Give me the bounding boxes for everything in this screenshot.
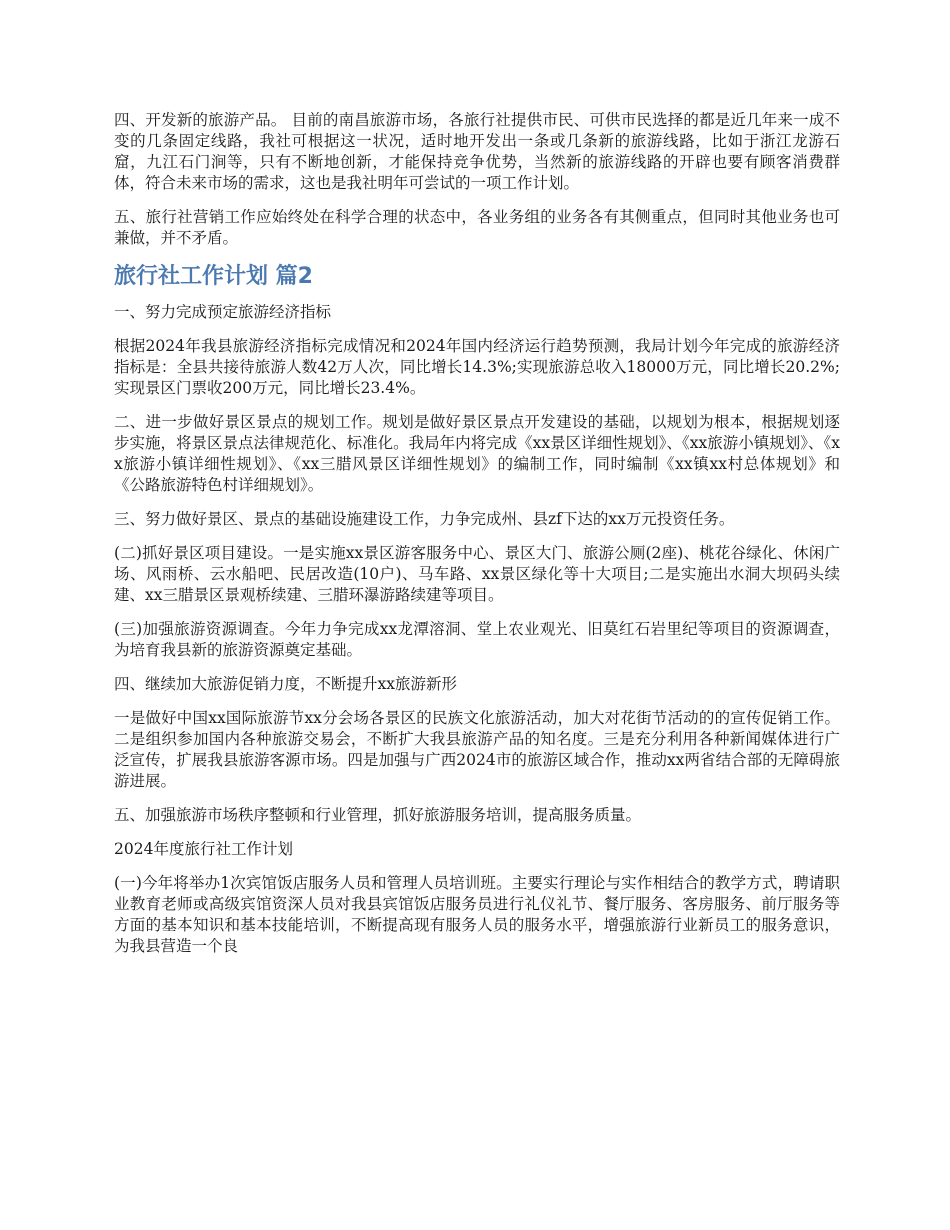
paragraph-promotion-title: 四、继续加大旅游促销力度，不断提升xx旅游新形: [114, 675, 457, 693]
paragraph-resource-survey: (三)加强旅游资源调查。今年力争完成xx龙潭溶洞、堂上农业观光、旧莫红石岩里纪等项目的资源调查，为培育我县新的旅游资源奠定基础。: [114, 620, 840, 659]
paragraph-project-construction: (二)抓好景区项目建设。一是实施xx景区游客服务中心、景区大门、旅游公厕(2座)、桃花谷绿化、休闲广场、风雨桥、云水船吧、民居改造(10户)、马车路、xx景区绿化等十大项目;二是实施出水洞大坝码头续建、xx三腊景区景观桥续建、三腊环瀑游路续建等项目。: [114, 544, 840, 604]
paragraph-promotion-details: 一是做好中国xx国际旅游节xx分会场各景区的民族文化旅游活动，加大对花街节活动的的宣传促销工作。二是组织参加国内各种旅游交易会，不断扩大我县旅游产品的知名度。三是充分利用各种新闻媒体进行广泛宣传，扩展我县旅游客源市场。四是加强与广西2024市的旅游区域合作，推动xx两省结合部的无障碍旅游进展。: [114, 709, 840, 790]
paragraph-planning-work: 二、进一步做好景区景点的规划工作。规划是做好景区景点开发建设的基础，以规划为根本，根据规划逐步实施，将景区景点法律规范化、标准化。我局年内将完成《xx景区详细性规划》、《xx旅游小镇规划》、《xx旅游小镇详细性规划》、《xx三腊风景区详细性规划》的编制工作，同时编制《xx镇xx村总体规划》和《公路旅游特色村详细规划》。: [114, 413, 840, 494]
section-heading: 旅行社工作计划 篇2: [114, 264, 313, 289]
document-page: [114, 110, 840, 970]
paragraph-training: (一)今年将举办1次宾馆饭店服务人员和管理人员培训班。主要实行理论与实作相结合的教学方式，聘请职业教育老师或高级宾馆资深人员对我县宾馆饭店服务员进行礼仪礼节、餐厅服务、客房服务、前厅服务等方面的基本知识和基本技能培训，不断提高现有服务人员的服务水平，增强旅游行业新员工的服务意识，为我县营造一个良: [114, 874, 840, 955]
paragraph-economic-targets: 根据2024年我县旅游经济指标完成情况和2024年国内经济运行趋势预测，我局计划今年完成的旅游经济指标是：全县共接待旅游人数42万人次，同比增长14.3%;实现旅游总收入18000万元，同比增长20.2%;实现景区门票收200万元，同比增长23.4%。: [114, 337, 840, 397]
paragraph-infrastructure: 三、努力做好景区、景点的基础设施建设工作，力争完成州、县zf下达的xx万元投资任务。: [114, 510, 735, 528]
paragraph-economic-targets-title: 一、努力完成预定旅游经济指标: [114, 303, 332, 321]
paragraph-marketing-work: 五、旅行社营销工作应始终处在科学合理的状态中，各业务组的业务各有其侧重点，但同时其他业务也可兼做，并不矛盾。: [114, 208, 840, 247]
paragraph-market-order: 五、加强旅游市场秩序整顿和行业管理，抓好旅游服务培训，提高服务质量。: [114, 806, 642, 824]
paragraph-annual-plan-title: 2024年度旅行社工作计划: [114, 840, 293, 858]
paragraph-develop-new-products: 四、开发新的旅游产品。 目前的南昌旅游市场，各旅行社提供市民、可供市民选择的都是近几年来一成不变的几条固定线路，我社可根据这一状况，适时地开发出一条或几条新的旅游线路，比如于浙江龙游石窟，九江石门涧等，只有不断地创新，才能保持竞争优势，当然新的旅游线路的开辟也要有顾客消费群体，符合未来市场的需求，这也是我社明年可尝试的一项工作计划。: [114, 111, 840, 192]
